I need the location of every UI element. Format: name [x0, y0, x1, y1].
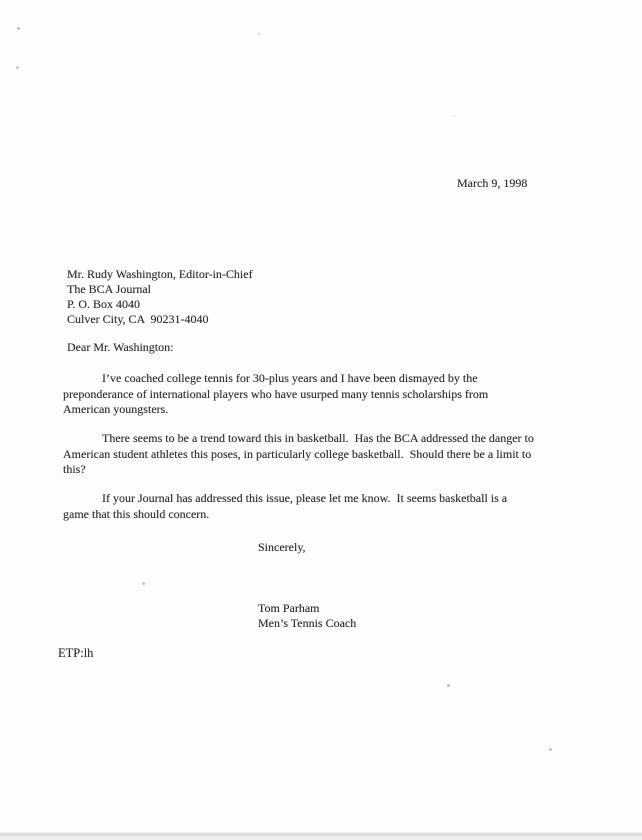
paragraph-line: American student athletes this poses, in particularly college basketball. Should there be a limit to — [63, 446, 532, 461]
scan-speck — [447, 684, 450, 687]
scan-speck — [453, 115, 455, 117]
body-paragraph-3 — [63, 491, 507, 522]
body-paragraph-1 — [63, 371, 488, 418]
recipient-po-box: P. O. Box 4040 — [67, 297, 141, 311]
recipient-name: Mr. Rudy Washington, Editor-in-Chief — [67, 267, 253, 281]
salutation: Dear Mr. Washington: — [67, 340, 174, 354]
scan-edge-shadow — [0, 832, 642, 840]
recipient-city-state-zip: Culver City, CA 90231-4040 — [67, 312, 209, 326]
scan-speck — [258, 33, 260, 35]
body-paragraph-2 — [63, 431, 534, 478]
paragraph-line: There seems to be a trend toward this in basketball. Has the BCA addressed the danger to — [102, 431, 534, 445]
paragraph-line: preponderance of international players who have usurped many tennis scholarships from — [63, 386, 489, 401]
signature-title: Men’s Tennis Coach — [258, 616, 357, 630]
closing-salutation: Sincerely, — [258, 540, 306, 554]
recipient-organization: The BCA Journal — [67, 282, 151, 296]
paragraph-line: this? — [63, 462, 86, 476]
letter-date: March 9, 1998 — [457, 176, 528, 190]
paragraph-line: game that this should concern. — [63, 506, 210, 521]
scan-speck — [142, 582, 145, 585]
paragraph-line: I’ve coached college tennis for 30-plus years and I have been dismayed by the — [102, 371, 478, 385]
signature-block — [258, 601, 356, 631]
scan-speck — [17, 27, 20, 30]
scan-speck — [16, 66, 19, 69]
reference-initials: ETP:lh — [58, 646, 94, 660]
recipient-address — [67, 267, 253, 327]
signature-name: Tom Parham — [258, 601, 320, 615]
paragraph-line: If your Journal has addressed this issue, please let me know. It seems basketball is a — [102, 491, 508, 505]
paragraph-line: American youngsters. — [63, 402, 169, 416]
scan-speck — [549, 748, 552, 751]
